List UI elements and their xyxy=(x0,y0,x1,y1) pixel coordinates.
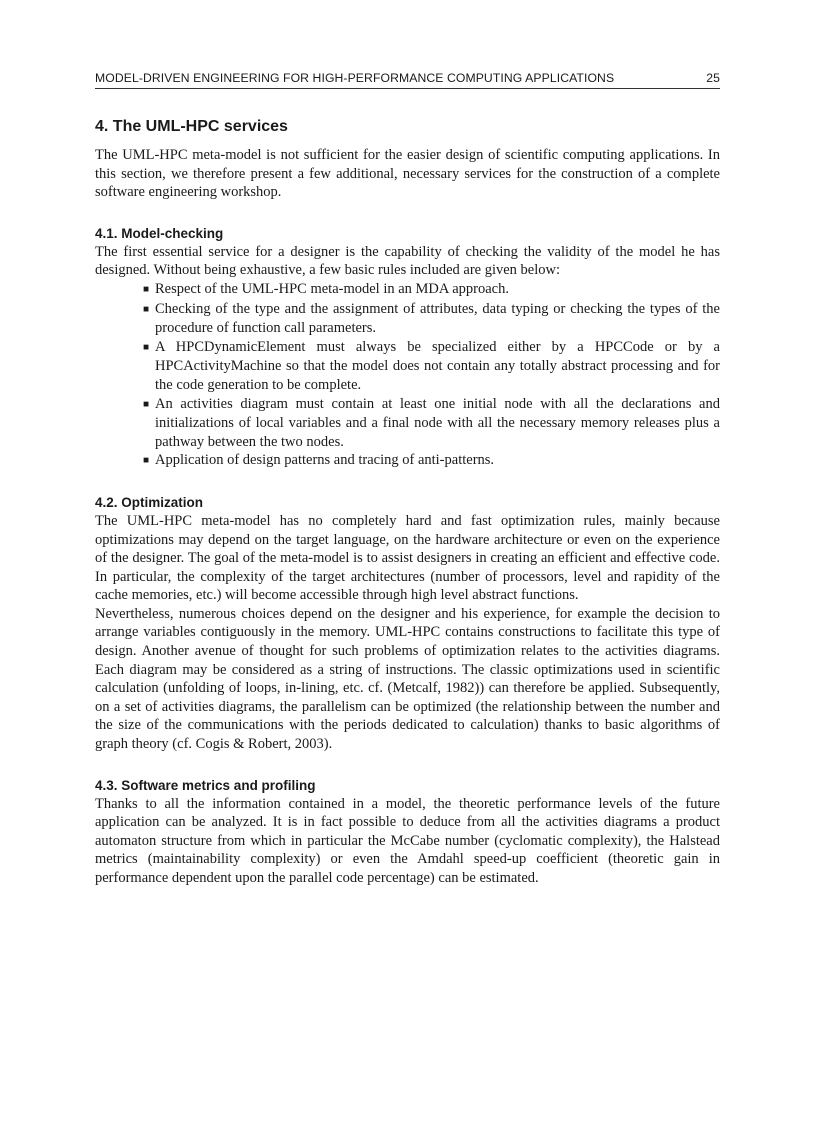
model-checking-rules-list xyxy=(95,280,720,471)
bullet-icon: ■ xyxy=(143,283,150,295)
running-title: MODEL-DRIVEN ENGINEERING FOR HIGH-PERFORMANCE COMPUTING APPLICATIONS xyxy=(95,71,615,85)
page-number: 25 xyxy=(706,71,720,85)
section-4-3-heading: 4.3. Software metrics and profiling xyxy=(95,777,316,793)
section-4-2-paragraph-2: Nevertheless, numerous choices depend on the designer and his experience, for example the decision to arrange variables contiguously in the memory. UML-HPC contains constructions to facilitate this type of design. Another avenue of thought for such problems of optimization relates to the activities diagrams. Each diagram may be considered as a string of instructions. The classic optimizations used in scientific calculation (unfolding of loops, in-lining, etc. cf. (Metcalf, 1982)) can therefore be applied. Subsequently, on a set of activities diagrams, the parallelism can be optimized (the relationship between the number and the size of the communications with the periods dedicated to calculation) thanks to basic algorithms of graph theory (cf. Cogis & Robert, 2003). xyxy=(95,605,720,753)
section-4-3-paragraph-1: Thanks to all the information contained in a model, the theoretic performance levels of the future application can be analyzed. It is in fact possible to deduce from all the activities diagrams a product automaton structure from which in particular the McCabe number (cyclomatic complexity), the Halstead metrics (maintainability complexity) or even the Amdahl speed-up coefficient (theoretic gain in performance dependent upon the parallel code percentage) can be estimated. xyxy=(95,795,720,886)
bullet-icon: ■ xyxy=(143,303,150,315)
running-header xyxy=(95,71,720,89)
section-4-1-intro: The first essential service for a designer is the capability of checking the validity of the model he has designed. Without being exhaustive, a few basic rules included are given below: xyxy=(95,243,720,279)
section-4-heading: 4. The UML-HPC services xyxy=(95,118,288,135)
section-4-1-heading: 4.1. Model-checking xyxy=(95,225,224,241)
section-4-2-paragraph-1: The UML-HPC meta-model has no completely hard and fast optimization rules, mainly because optimizations may depend on the target language, on the hardware architecture or even on the experience of the designer. The goal of the meta-model is to assist designers in creating an efficient and effective code. In particular, the complexity of the target architectures (number of processors, level and rapidity of the cache memories, etc.) will become accessible through high level abstract functions. xyxy=(95,512,720,604)
section-4-2-heading: 4.2. Optimization xyxy=(95,494,204,510)
bullet-icon: ■ xyxy=(143,398,150,410)
list-item: ■ Respect of the UML-HPC meta-model in an MDA approach. xyxy=(95,280,720,300)
list-item: ■ Checking of the type and the assignment of attributes, data typing or checking the types of the procedure of function call parameters. xyxy=(143,300,720,337)
bullet-icon: ■ xyxy=(143,455,150,467)
bullet-icon: ■ xyxy=(143,341,150,353)
page-body xyxy=(95,116,720,888)
list-item: ■ Application of design patterns and tracing of anti-patterns. xyxy=(95,451,720,471)
list-item: ■ An activities diagram must contain at least one initial node with all the declarations and initializations of local variables and a final node with all the necessary memory releases plus a pathway between the two nodes. xyxy=(143,395,720,450)
section-4-intro: The UML-HPC meta-model is not sufficient for the easier design of scientific computing applications. In this section, we therefore present a few additional, necessary services for the construction of a complete software engineering workshop. xyxy=(95,147,720,201)
list-item: ■ A HPCDynamicElement must always be specialized either by a HPCCode or by a HPCActivityMachine so that the model does not contain any totally abstract processing and for the code generation to be complete. xyxy=(143,338,720,393)
